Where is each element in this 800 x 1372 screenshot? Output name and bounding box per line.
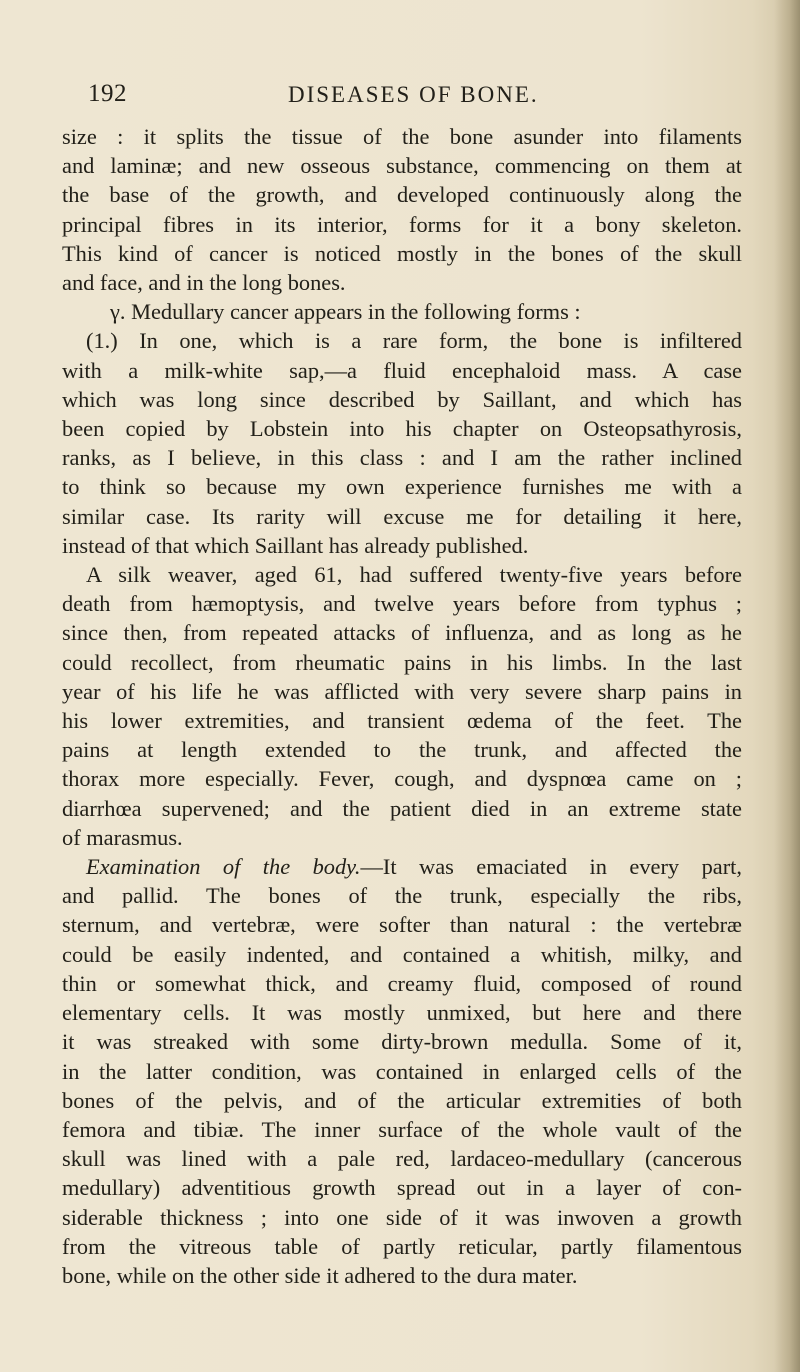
text-line xyxy=(62,852,742,881)
text-line: and laminæ; and new osseous substance, commencing on them at xyxy=(62,153,742,179)
text-line: femora and tibiæ. The inner surface of the whole vault of the xyxy=(62,1116,742,1142)
text-line: γ. Medullary cancer appears in the following forms : xyxy=(110,299,581,325)
text-line: A silk weaver, aged 61, had suffered twenty-five years before xyxy=(86,562,742,588)
text-line: similar case. Its rarity will excuse me for detailing it here, xyxy=(62,503,742,529)
text-line: and face, and in the long bones. xyxy=(62,270,346,296)
text-line: death from hæmoptysis, and twelve years before from typhus ; xyxy=(62,591,742,617)
text-line: since then, from repeated attacks of influenza, and as long as he xyxy=(62,620,742,646)
text-line: (1.) In one, which is a rare form, the bone is infiltered xyxy=(86,328,742,354)
text-line: could recollect, from rheumatic pains in his limbs. In the last xyxy=(62,649,742,675)
text-line: bones of the pelvis, and of the articular extremities of both xyxy=(62,1087,742,1113)
text-line: This kind of cancer is noticed mostly in the bones of the skull xyxy=(62,240,742,266)
text-line: thorax more especially. Fever, cough, and dyspnœa came on ; xyxy=(62,766,742,792)
text-line: and pallid. The bones of the trunk, especially the ribs, xyxy=(62,883,742,909)
text-line: been copied by Lobstein into his chapter on Osteopsathyrosis, xyxy=(62,416,742,442)
text-line: in the latter condition, was contained in enlarged cells of the xyxy=(62,1058,742,1084)
text-line: bone, while on the other side it adhered to the dura mater. xyxy=(62,1262,578,1288)
text-line: to think so because my own experience furnishes me with a xyxy=(62,474,742,500)
text-line: could be easily indented, and contained a whitish, milky, and xyxy=(62,941,742,967)
section-heading-italic: Examination of the body. xyxy=(86,854,361,880)
running-head: DISEASES OF BONE. xyxy=(288,82,539,107)
text-line: instead of that which Saillant has already published. xyxy=(62,532,529,558)
text-fragment: —It was emaciated in every part, xyxy=(360,854,742,880)
page-header xyxy=(88,80,748,112)
text-line: diarrhœa supervened; and the patient died in an extreme state xyxy=(62,795,742,821)
text-line: sternum, and vertebræ, were softer than natural : the vertebræ xyxy=(62,912,742,938)
text-line: his lower extremities, and transient œdema of the feet. The xyxy=(62,708,742,734)
text-line: ranks, as I believe, in this class : and I am the rather inclined xyxy=(62,445,742,471)
text-line: skull was lined with a pale red, lardaceo-medullary (cancerous xyxy=(62,1146,742,1172)
text-line: from the vitreous table of partly reticular, partly filamentous xyxy=(62,1233,742,1259)
text-line: it was streaked with some dirty-brown medulla. Some of it, xyxy=(62,1029,742,1055)
body-text xyxy=(62,122,742,1290)
text-line: thin or somewhat thick, and creamy fluid, composed of round xyxy=(62,970,742,996)
text-line: the base of the growth, and developed continuously along the xyxy=(62,182,742,208)
page-edge-shadow xyxy=(774,0,800,1372)
text-line: medullary) adventitious growth spread out in a layer of con- xyxy=(62,1175,742,1201)
text-line: pains at length extended to the trunk, and affected the xyxy=(62,737,742,763)
text-line: year of his life he was afflicted with very severe sharp pains in xyxy=(62,678,742,704)
text-line: with a milk-white sap,—a fluid encephaloid mass. A case xyxy=(62,357,742,383)
text-line: principal fibres in its interior, forms for it a bony skeleton. xyxy=(62,211,742,237)
paragraph-4 xyxy=(62,560,742,852)
text-line: size : it splits the tissue of the bone asunder into filaments xyxy=(62,124,742,149)
page-number: 192 xyxy=(88,80,127,107)
paragraph-3 xyxy=(62,326,742,560)
text-line: which was long since described by Saillant, and which has xyxy=(62,386,742,412)
text-line: elementary cells. It was mostly unmixed, but here and there xyxy=(62,1000,742,1026)
text-line: siderable thickness ; into one side of it was inwoven a growth xyxy=(62,1204,742,1230)
paragraph-5 xyxy=(62,852,742,1290)
text-line: of marasmus. xyxy=(62,824,183,850)
paragraph-1 xyxy=(62,122,742,297)
paragraph-2 xyxy=(62,297,742,326)
